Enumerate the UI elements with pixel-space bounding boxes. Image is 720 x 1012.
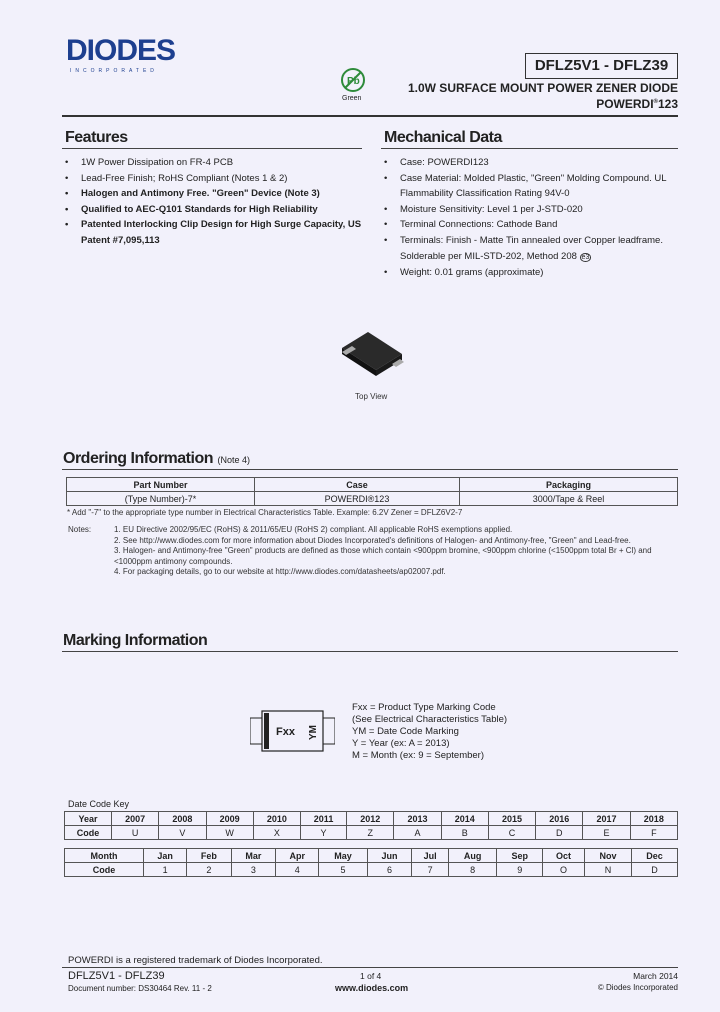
green-label: Green xyxy=(342,95,362,102)
ordering-table xyxy=(66,477,678,506)
ordering-cell: POWERDI®123 xyxy=(255,492,460,506)
header-divider xyxy=(62,115,678,117)
note-item: 2. See http://www.diodes.com for more information about Diodes Incorporated's definitions of Halogen- and Antimony-free, "Green" and Lead-free. xyxy=(114,535,631,545)
mechanical-item: • Moisture Sensitivity: Level 1 per J-STD-020 xyxy=(384,202,684,218)
date-code-key-label: Date Code Key xyxy=(68,799,130,809)
top-view-caption: Top View xyxy=(355,392,388,401)
month-code-table xyxy=(64,848,678,877)
marking-chip-diagram xyxy=(250,710,335,752)
logo-subtext: INCORPORATED xyxy=(70,68,158,74)
green-pb-free-icon xyxy=(337,66,369,102)
mechanical-item: • Weight: 0.01 grams (approximate) xyxy=(384,265,684,281)
feature-item: • Halogen and Antimony Free. "Green" Device (Note 3) xyxy=(65,186,365,202)
package-image xyxy=(338,326,408,386)
ordering-header: Packaging xyxy=(460,478,678,492)
trademark-notice: POWERDI is a registered trademark of Diodes Incorporated. xyxy=(68,955,323,966)
notes-label: Notes: xyxy=(68,525,92,534)
feature-item: • 1W Power Dissipation on FR-4 PCB xyxy=(65,155,365,171)
ordering-footnote: * Add "-7" to the appropriate type number in Electrical Characteristics Table. Example: 6.2V Zener = DFLZ6V2-7 xyxy=(67,508,463,517)
table-row: Year 2007 2008 2009 2010 2011 2012 2013 2014 2015 2016 2017 2018 xyxy=(65,812,678,826)
product-subtitle xyxy=(408,81,678,111)
table-row: Code U V W X Y Z A B C D E F xyxy=(65,826,678,840)
part-range-box: DFLZ5V1 - DFLZ39 xyxy=(525,53,678,79)
footer-website-link[interactable]: www.diodes.com xyxy=(335,983,409,993)
legend-item: M = Month (ex: 9 = September) xyxy=(352,750,485,761)
ordering-note-ref: (Note 4) xyxy=(217,455,250,465)
mechanical-heading: Mechanical Data xyxy=(384,129,502,146)
legend-item: YM = Date Code Marking xyxy=(352,726,459,737)
diodes-logo xyxy=(66,34,198,80)
table-row: Month Jan Feb Mar Apr May Jun Jul Aug Sep Oct Nov Dec xyxy=(65,849,678,863)
ordering-header: Part Number xyxy=(67,478,255,492)
legend-item: (See Electrical Characteristics Table) xyxy=(352,714,508,725)
marking-heading: Marking Information xyxy=(63,632,208,649)
year-code-table xyxy=(64,811,678,840)
note-item: 3. Halogen- and Antimony-free "Green" products are defined as those which contain <900ppm bromine, <900ppm chlorine (<1500ppm total Br + Cl) and <1000ppm antimony compounds. xyxy=(114,546,652,566)
feature-item: • Qualified to AEC-Q101 Standards for High Reliability xyxy=(65,202,365,218)
chip-ym: YM xyxy=(308,725,319,740)
footer-date: March 2014 xyxy=(633,971,678,981)
mechanical-item: • Terminals: Finish - Matte Tin annealed over Copper leadframe. Solderable per MIL-STD-202, Method 208 e3 xyxy=(384,233,684,265)
mechanical-item: • Case Material: Molded Plastic, "Green" Molding Compound. UL Flammability Classification Rating 94V-0 xyxy=(384,171,684,202)
marking-legend xyxy=(352,702,507,762)
ordering-cell: 3000/Tape & Reel xyxy=(460,492,678,506)
features-list xyxy=(65,155,365,249)
ordering-rule xyxy=(62,469,678,470)
mechanical-item: • Terminal Connections: Cathode Band xyxy=(384,217,684,233)
ordering-header: Case xyxy=(255,478,460,492)
feature-item: • Lead-Free Finish; RoHS Compliant (Notes 1 & 2) xyxy=(65,171,365,187)
table-row xyxy=(67,492,678,506)
footer-rule xyxy=(62,967,678,968)
e3-icon: e3 xyxy=(581,253,590,261)
subtitle-line2: POWERDI®123 xyxy=(596,97,678,111)
table-row: Code 1 2 3 4 5 6 7 8 9 O N D xyxy=(65,863,678,877)
mechanical-item: • Case: POWERDI123 xyxy=(384,155,684,171)
ordering-heading: Ordering Information (Note 4) xyxy=(63,450,250,467)
feature-item: • Patented Interlocking Clip Design for High Surge Capacity, US Patent #7,095,113 xyxy=(65,217,365,248)
note-item: 4. For packaging details, go to our website at http://www.diodes.com/datasheets/ap02007.pdf. xyxy=(114,567,446,576)
features-rule xyxy=(62,148,362,149)
footer-copyright: © Diodes Incorporated xyxy=(597,983,678,992)
legend-item: Y = Year (ex: A = 2013) xyxy=(352,738,450,749)
subtitle-line1: 1.0W SURFACE MOUNT POWER ZENER DIODE xyxy=(407,81,678,95)
note-item: 1. EU Directive 2002/95/EC (RoHS) & 2011/65/EU (RoHS 2) compliant. All applicable RoHS exemptions applied. xyxy=(114,525,513,534)
footer-doc-number: Document number: DS30464 Rev. 11 - 2 xyxy=(68,984,212,993)
mechanical-rule xyxy=(381,148,678,149)
chip-fxx: Fxx xyxy=(276,726,295,738)
ordering-cell: (Type Number)-7* xyxy=(67,492,255,506)
notes-block xyxy=(67,524,667,579)
logo-text: DIODES xyxy=(66,34,176,67)
marking-rule xyxy=(62,651,678,652)
footer-page: 1 of 4 xyxy=(360,971,382,981)
pb-label: Pb xyxy=(347,76,360,87)
features-heading: Features xyxy=(65,129,128,146)
mechanical-list xyxy=(384,155,684,281)
footer-part-range: DFLZ5V1 - DFLZ39 xyxy=(68,970,165,982)
legend-item: Fxx = Product Type Marking Code xyxy=(352,702,496,713)
